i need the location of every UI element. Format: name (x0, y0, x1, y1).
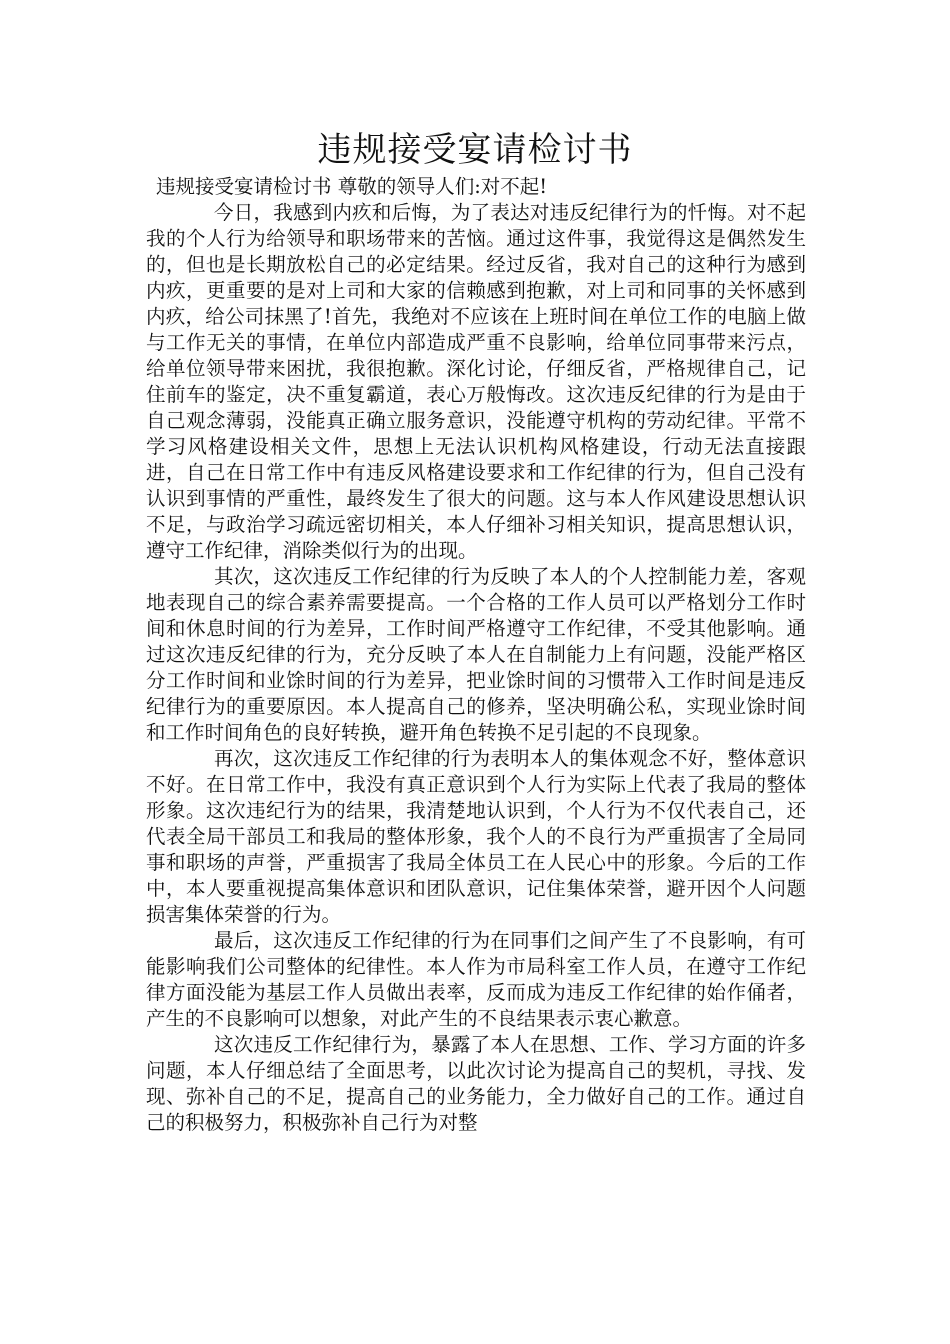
paragraph-3: 再次，这次违反工作纪律的行为表明本人的集体观念不好，整体意识不好。在日常工作中，我没有真正意识到个人行为实际上代表了我局的整体形象。这次违纪行为的结果，我清楚地认识到，个人行为不仅代表自己，还代表全局干部员工和我局的整体形象，我个人的不良行为严重损害了全局同事和职场的声誉，严重损害了我局全体员工在人民心中的形象。今后的工作中，本人要重视提高集体意识和团队意识，记住集体荣誉，避开因个人问题损害集体荣誉的行为。 (146, 747, 806, 926)
document-title: 违规接受宴请检讨书 (317, 130, 633, 170)
paragraph-1: 今日，我感到内疚和后悔，为了表达对违反纪律行为的忏悔。对不起我的个人行为给领导和职场带来的苦恼。通过这件事，我觉得这是偶然发生的，但也是长期放松自己的必定结果。经过反省，我对自己的这种行为感到内疚，更重要的是对上司和大家的信赖感到抱歉，对上司和同事的关怀感到内疚，给公司抹黑了!首先，我绝对不应该在上班时间在单位工作的电脑上做与工作无关的事情，在单位内部造成严重不良影响，给单位同事带来污点，给单位领导带来困扰，我很抱歉。深化讨论，仔细反省，严格规律自己，记住前车的鉴定，决不重复霸道，表心万般悔改。这次违反纪律的行为是由于自己观念薄弱，没能真正确立服务意识，没能遵守机构的劳动纪律。平常不学习风格建设相关文件，思想上无法认识机构风格建设，行动无法直接跟进，自己在日常工作中有违反风格建设要求和工作纪律的行为，但自己没有认识到事情的严重性，最终发生了很大的问题。这与本人作风建设思想认识不足，与政治学习疏远密切相关，本人仔细补习相关知识，提高思想认识，遵守工作纪律，消除类似行为的出现。 (146, 201, 806, 562)
document-body (146, 174, 806, 1136)
paragraph-2: 其次，这次违反工作纪律的行为反映了本人的个人控制能力差，客观地表现自己的综合素养需要提高。一个合格的工作人员可以严格划分工作时间和休息时间的行为差异，工作时间严格遵守工作纪律，不受其他影响。通过这次违反纪律的行为，充分反映了本人在自制能力上有问题，没能严格区分工作时间和业馀时间的行为差异，把业馀时间的习惯带入工作时间是违反纪律行为的重要原因。本人提高自己的修养，坚决明确公私，实现业馀时间和工作时间角色的良好转换，避开角色转换不足引起的不良现象。 (146, 565, 806, 744)
paragraph-5: 这次违反工作纪律行为，暴露了本人在思想、工作、学习方面的许多问题，本人仔细总结了全面思考，以此次讨论为提高自己的契机，寻找、发现、弥补自己的不足，提高自己的业务能力，全力做好自己的工作。通过自己的积极努力，积极弥补自己行为对整 (146, 1033, 806, 1134)
salutation-line: 违规接受宴请检讨书 尊敬的领导人们:对不起! (156, 175, 548, 198)
paragraph-4: 最后，这次违反工作纪律的行为在同事们之间产生了不良影响，有可能影响我们公司整体的纪律性。本人作为市局科室工作人员，在遵守工作纪律方面没能为基层工作人员做出表率，反而成为违反工作纪律的始作俑者，产生的不良影响可以想象，对此产生的不良结果表示衷心歉意。 (146, 929, 806, 1030)
